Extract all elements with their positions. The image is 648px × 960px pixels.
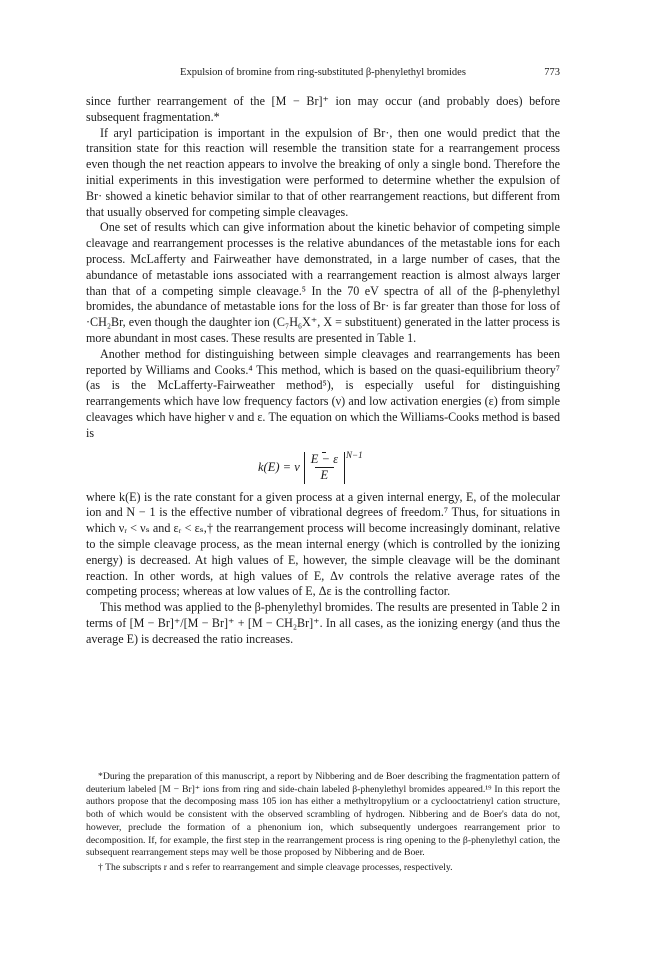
- running-title: Expulsion of bromine from ring-substituted β-phenylethyl bromides: [180, 67, 466, 78]
- article-body: [86, 94, 560, 648]
- page-number: 773: [544, 67, 560, 78]
- paragraph-3: One set of results which can give information about the kinetic behavior of competing simple cleavage and rearrangement processes is the relative abundances of the metastable ions for each process. McLafferty and Fairweather have demonstrated, in a large number of cases, that the abundance of metastable ions associated with a rearrangement reaction is almost always larger than that of a competing simple cleavage.⁵ In the 70 eV spectra of all of the β-phenylethyl bromides, the abundance of metastable ions for the loss of Br· is far greater than those for loss of ·CH₂Br, even though the daughter ion (C₇H₆X⁺, X = substituent) generated in the latter process is more abundant in most cases. These results are presented in Table 1.: [86, 220, 560, 345]
- williams-cooks-equation: [86, 448, 560, 486]
- footnote-asterisk: *During the preparation of this manuscript, a report by Nibbering and de Boer describing the fragmentation pattern of deuterium labeled [M − Br]⁺ ions from ring and side-chain labeled β-phenylethyl bromides appeared.¹⁹ In this report the authors propose that the decomposing mass 105 ion has either a methyltropylium or a cyclooctatrienyl cation structure, both of which would be consistent with the observed scrambling of hydrogen. Nibbering and de Boer's data do not, however, preclude the formation of a phenonium ion, which subsequently undergoes rearrangement prior to decomposition. If, for example, the first step in the rearrangement process is ring opening to the β-phenylethyl cation, the subsequent rearrangement steps may well be those proposed by Nibbering and de Boer.: [86, 771, 560, 859]
- running-header: [86, 66, 560, 80]
- equation-exponent: N−1: [346, 449, 363, 460]
- footnote-dagger: † The subscripts r and s refer to rearrangement and simple cleavage processes, respectively.: [98, 861, 453, 873]
- paragraph-2: If aryl participation is important in the expulsion of Br·, then one would predict that the transition state for this reaction will resemble the transition state for a rearrangement process even though the net reaction appears to involve the breaking of only a single bond. Therefore the initial experiments in this investigation were performed to determine whether the expulsion of Br· showed a kinetic behavior similar to that of other rearrangement reactions, but different from that usually observed for competing simple cleavages.: [86, 125, 560, 219]
- equation-denominator: E: [315, 467, 335, 484]
- paragraph-1: since further rearrangement of the [M − Br]⁺ ion may occur (and probably does) before subsequent fragmentation.*: [86, 94, 560, 124]
- footnotes: [86, 771, 560, 875]
- equation-bracket: [304, 452, 345, 485]
- paragraph-6: This method was applied to the β-phenylethyl bromides. The results are presented in Table 2 in terms of [M − Br]⁺/[M − Br]⁺ + [M − CH₂Br]⁺. In all cases, as the ionizing energy (and thus the average E) is decreased the ratio increases.: [86, 600, 560, 646]
- paragraph-4: Another method for distinguishing between simple cleavages and rearrangements has been reported by Williams and Cooks.⁴ This method, which is based on the quasi-equilibrium theory⁷ (as is the McLafferty-Fairweather method⁵), is especially useful for distinguishing rearrangements which have low frequency factors (ν) and low activation energies (ε) from simple cleavages which have higher ν and ε. The equation on which the Williams-Cooks method is based is: [86, 346, 560, 440]
- equation-numerator: E − ε: [310, 451, 338, 466]
- equation-lhs: k(E) = ν: [258, 459, 300, 474]
- paragraph-5: where k(E) is the rate constant for a given process at a given internal energy, E, of the molecular ion and N − 1 is the effective number of vibrational degrees of freedom.⁷ Thus, for situations in which νᵣ < νₛ and εᵣ < εₛ,† the rearrangement process will become increasingly dominant, relative to the simple cleavage process, as the mean internal energy (which is controlled by the ionizing energy) is decreased. At high values of E, however, the simple cleavage will be the dominant reaction. In other words, at high values of E, Δν controls the relative average rates of the competing process; whereas at low values of E, Δε is the controlling factor.: [86, 489, 560, 599]
